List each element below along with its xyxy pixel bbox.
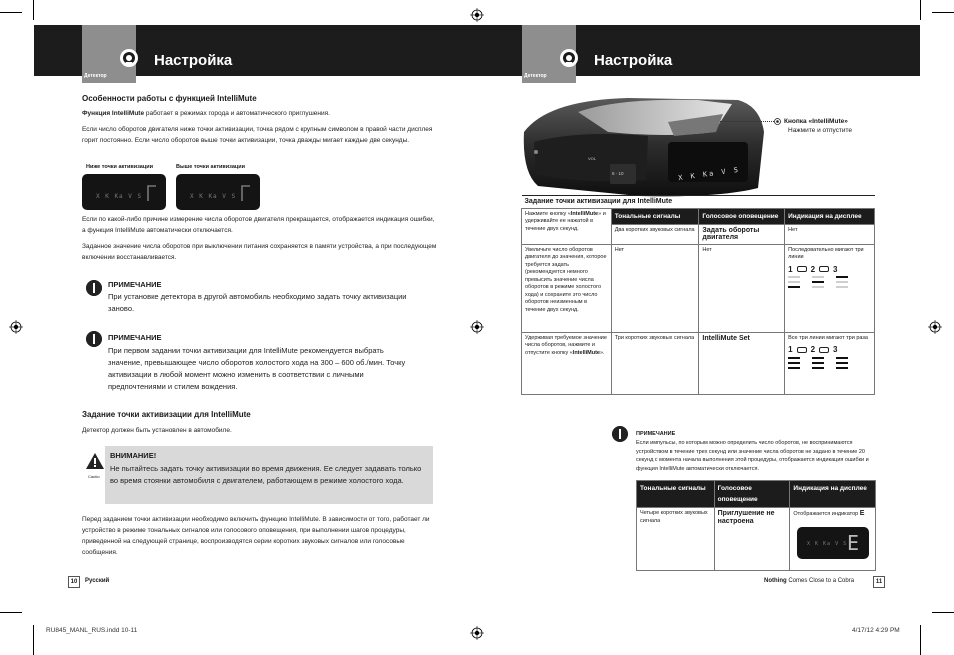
seq-number: 2 <box>810 345 816 354</box>
page-number: 11 <box>873 576 885 588</box>
device-dial-label: 6 · 10 <box>612 171 624 176</box>
crop-mark <box>33 0 34 20</box>
segment-line <box>788 357 800 359</box>
table-cell <box>522 208 612 244</box>
registration-mark-icon <box>928 320 942 334</box>
crop-mark <box>932 12 954 13</box>
note-body: Если импульсы, по которым можно определить число оборотов, не воспринимаются устройством в течение трех секунд или значение числа оборотов не задано в течение 20 секунд с момента начала выполнения этой процедуры, отображается индикация ошибки и функция IntelliMute автоматически отключается. <box>636 440 869 472</box>
table-header: Голосовое оповещение <box>699 208 785 224</box>
display-label-above: Выше точки активизации <box>176 164 246 170</box>
segment-line <box>836 362 848 364</box>
segment-line <box>812 362 824 364</box>
table-cell: Увеличьте число оборотов двигателя до значения, которое требуется задать (рекомендуется немного превысить значение числа оборотов в режиме холостого хода) и сохраните это число оборотов неизменным в течение двух секунд. <box>522 244 612 332</box>
arrow-box-icon <box>797 347 807 353</box>
display-bands: X K Ka V S <box>807 541 848 547</box>
footer-language: Русский <box>85 578 110 584</box>
indicator-letter: E <box>859 510 865 517</box>
arrow-box-icon <box>819 266 829 272</box>
footer-tagline-rest: Comes Close to a Cobra <box>786 578 855 584</box>
gear-icon <box>558 47 580 69</box>
warning-triangle-icon <box>85 452 105 470</box>
table-header: Тональные сигналы <box>611 208 699 224</box>
segment-line <box>788 367 800 369</box>
seq-number: 1 <box>788 264 793 274</box>
page-title: Настройка <box>154 52 233 69</box>
callout-leader-line <box>720 121 774 122</box>
inline-bold-label: IntelliMute <box>572 349 600 356</box>
note-body: При установке детектора в другой автомобиль необходимо задать точку активизации заново. <box>108 292 407 313</box>
segment-line <box>812 367 824 369</box>
registration-mark-icon <box>9 320 23 334</box>
slug-date: 4/17/12 4:29 PM <box>852 627 900 634</box>
note-body: При первом задании точки активизации для IntelliMute рекомендуется выбрать значение, превышающее число оборотов холостого хода на 300 – 600 об./мин. Точку активизации в любой момент можно изменить в соответствии с личными предпочтениями и стилем вождения. <box>108 346 406 391</box>
table-cell <box>522 332 612 394</box>
segment-lines <box>788 357 871 369</box>
seq-number: 1 <box>788 345 793 354</box>
seq-number: 3 <box>833 264 838 274</box>
segment-line <box>788 276 800 278</box>
note-icon <box>612 426 628 442</box>
inline-text: Нажмите кнопку « <box>525 210 571 217</box>
page-number: 10 <box>68 576 80 588</box>
note-icon <box>86 331 102 347</box>
crop-mark <box>920 0 921 20</box>
device-vol-label: VOL <box>588 156 597 161</box>
table-cell: Задать обороты двигателя <box>699 224 785 244</box>
segment-line <box>812 357 824 359</box>
crop-mark <box>0 612 22 613</box>
error-display <box>797 527 869 559</box>
table-cell: Нет <box>611 244 699 332</box>
registration-mark-icon <box>470 626 484 640</box>
segment-line <box>812 281 824 283</box>
note-title: ПРИМЕЧАНИЕ <box>108 280 162 289</box>
registration-mark-icon <box>470 320 484 334</box>
table-cell: Два коротких звуковых сигнала <box>611 224 699 244</box>
footer-tagline <box>764 578 854 584</box>
table-header: Тональные сигналы <box>637 481 715 508</box>
inline-text: работает в режимах города и автоматического приглушения. <box>144 110 330 117</box>
inline-bold-label: IntelliMute <box>570 210 599 217</box>
table-cell: Нет <box>785 224 875 244</box>
inline-text: » и удерживайте ее нажатой в течение двух секунд. <box>525 210 606 232</box>
display-bands: X K Ka V S <box>190 193 237 200</box>
setpoint-table <box>521 195 875 395</box>
segment-line <box>788 281 800 283</box>
page-title: Настройка <box>594 52 673 69</box>
segment-line <box>836 286 848 288</box>
display-big-symbol-icon <box>146 184 158 202</box>
display-error-symbol: E <box>847 531 860 555</box>
display-bands: X K Ka V S <box>96 193 143 200</box>
table-cell: Нет <box>699 244 785 332</box>
display-below-activation <box>82 174 166 210</box>
paragraph-before-setting: Перед заданием точки активизации необходимо включить функцию IntelliMute. В зависимости от того, работает ли устройство в режиме тональных сигналов или голосового оповещения, при выполнении шагов процедуры, приведенной на следующей странице, воспроизводятся серии коротких звуковых сигналов или голосовые сообщения. <box>82 516 430 556</box>
callout-subtitle: Нажмите и отпустите <box>788 127 853 134</box>
note-icon <box>86 280 102 296</box>
paragraph-rpm-behavior: Если число оборотов двигателя ниже точки активизации, точка рядом с крупным символом в правой части дисплея горит постоянно. Если число оборотов выше точки активизации, точка дважды мигает каждые две секунды. <box>82 126 433 144</box>
crop-mark <box>932 612 954 613</box>
display-label-below: Ниже точки активизации <box>86 164 153 170</box>
table-cell: Приглушение не настроена <box>714 508 790 571</box>
table-header: Голосовое оповещение <box>714 481 790 508</box>
note-title: ПРИМЕЧАНИЕ <box>636 431 676 437</box>
table-cell <box>785 332 875 394</box>
indication-text: Последовательно мигают три линии <box>788 246 864 260</box>
callout-title: Кнопка «IntelliMute» <box>784 118 848 125</box>
display-big-symbol-icon <box>240 184 252 202</box>
table-cell <box>785 244 875 332</box>
segment-line <box>788 362 800 364</box>
target-dot-icon <box>774 118 781 125</box>
device-band-labels: X K Ka V S <box>677 165 741 183</box>
seq-number: 3 <box>833 345 838 354</box>
table-cell: Четыре коротких звуковых сигнала <box>637 508 715 571</box>
footer-tagline-bold: Nothing <box>764 578 787 584</box>
crop-mark <box>0 12 22 13</box>
table-title: Задание точки активизации для IntelliMute <box>522 196 875 209</box>
paragraph-intellimute-modes <box>82 108 437 119</box>
section-tab-label: Детектор <box>524 73 547 79</box>
section-title-set-point: Задание точки активизации для IntelliMute <box>82 410 251 419</box>
warning-icon-caption: Cautio <box>88 474 100 479</box>
note-title: ПРИМЕЧАНИЕ <box>108 333 162 342</box>
segment-line <box>836 357 848 359</box>
segment-line <box>836 367 848 369</box>
seq-number: 2 <box>810 264 816 274</box>
warning-body: Не пытайтесь задать точку активизации во время движения. Ее следует задавать только во время стоянки автомобиля с двигателем, работающем в режиме холостого хода. <box>110 464 422 485</box>
inline-text: Удерживая требуемое значение числа оборотов, нажмите и отпустите кнопку « <box>525 334 607 356</box>
line-sequence <box>788 266 871 274</box>
indication-text: Отображается индикатор <box>793 511 860 517</box>
segment-line <box>836 276 848 278</box>
segment-line <box>812 286 824 288</box>
arrow-box-icon <box>819 347 829 353</box>
crop-mark <box>33 625 34 655</box>
paragraph-installed: Детектор должен быть установлен в автомобиле. <box>82 427 232 434</box>
gear-icon <box>118 47 140 69</box>
arrow-box-icon <box>797 266 807 272</box>
segment-line <box>812 276 824 278</box>
paragraph-memory: Заданное значение числа оборотов при выключении питания сохраняется в памяти устройства, а при последующем включении восстанавливается. <box>82 243 437 261</box>
section-title-features: Особенности работы с функцией IntelliMute <box>82 94 257 103</box>
radar-detector-illustration <box>518 92 768 198</box>
registration-mark-icon <box>470 8 484 22</box>
table-cell: IntelliMute Set <box>699 332 785 394</box>
inline-text: ». <box>600 349 605 356</box>
line-sequence <box>788 346 871 354</box>
segment-line <box>836 281 848 283</box>
table-header: Индикация на дисплее <box>785 208 875 224</box>
indication-text: Все три линии мигают три раза <box>788 334 868 341</box>
section-tab-label: Детектор <box>84 73 107 79</box>
segment-line <box>788 286 800 288</box>
table-cell: Три коротких звуковых сигнала <box>611 332 699 394</box>
segment-lines <box>788 276 871 288</box>
inline-bold-label: Функция IntelliMute <box>82 110 145 117</box>
warning-title: ВНИМАНИЕ! <box>110 451 157 460</box>
slug-filename: RU845_MANL_RUS.indd 10-11 <box>46 627 138 634</box>
display-above-activation <box>176 174 260 210</box>
paragraph-error-indication: Если по какой-либо причине измерение числа оборотов двигателя прекращается, отображается индикация ошибки, а функция IntelliMute автоматически отключается. <box>82 216 435 234</box>
table-header: Индикация на дисплее <box>790 481 876 508</box>
crop-mark <box>920 625 921 655</box>
